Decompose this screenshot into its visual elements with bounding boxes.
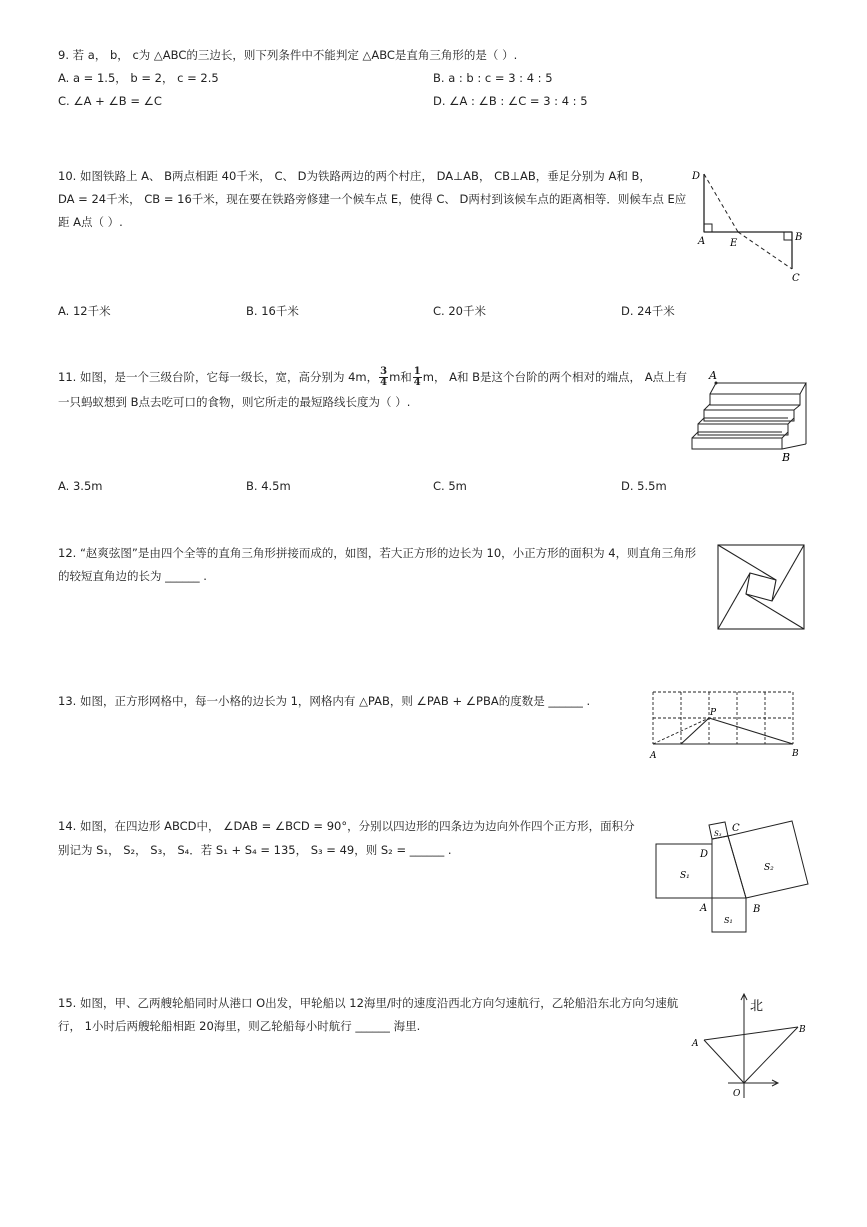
q13-label-a: A xyxy=(650,751,657,761)
q11-frac2-den: 4 xyxy=(413,377,421,388)
q12-zhaoshuang-figure xyxy=(716,543,808,631)
q14-stem-line1: 14. 如图，在四边形 ABCD中， ∠DAB = ∠BCD = 90°，分别以四边形的四条边为边向外作四个正方形，面积分 xyxy=(58,819,635,833)
q14-label-b: B xyxy=(753,904,761,915)
q10-label-c: C xyxy=(792,273,800,284)
q11-stem-line1 xyxy=(58,366,687,388)
q10-stem-line3: 距 A点（ ）. xyxy=(58,215,123,229)
q11-stem-line2: 一只蚂蚁想到 B点去吃可口的食物，则它所走的最短路线长度为（ ）. xyxy=(58,395,411,409)
q9-stem: 9. 若 a， b， c为 △ABC的三边长，则下列条件中不能判定 △ABC是直角三角形的是（ ）. xyxy=(58,48,518,62)
q15-compass-figure xyxy=(688,990,810,1102)
q10-railway-figure xyxy=(688,166,810,288)
q9-option-b: B. a : b : c = 3 : 4 : 5 xyxy=(433,71,553,85)
q13-stem: 13. 如图，正方形网格中，每一小格的边长为 1，网格内有 △PAB，则 ∠PAB + ∠PBA的度数是 ______ . xyxy=(58,694,591,708)
q9-option-a: A. a = 1.5， b = 2， c = 2.5 xyxy=(58,71,219,85)
q14-squares-figure xyxy=(652,816,810,936)
q10-label-a: A xyxy=(698,236,706,247)
q14-stem-line2: 别记为 S₁， S₂， S₃， S₄．若 S₁ + S₄ = 135， S₃ = 49，则 S₂ = ______ . xyxy=(58,843,452,857)
q11-stem-part-c: m， A和 B是这个台阶的两个相对的端点， A点上有 xyxy=(422,370,688,384)
q12-stem-line2: 的较短直角边的长为 ______ . xyxy=(58,569,207,583)
q12-stem-line1: 12. “赵爽弦图”是由四个全等的直角三角形拼接而成的，如图，若大正方形的边长为 10，小正方形的面积为 4，则直角三角形 xyxy=(58,546,697,560)
q10-stem-line2: DA = 24千米， CB = 16千米，现在要在铁路旁修建一个候车点 E，使得 C、 D两村到该候车点的距离相等．则候车点 E应 xyxy=(58,192,687,206)
q15-label-o: O xyxy=(733,1089,741,1099)
q10-option-d: D. 24千米 xyxy=(621,304,675,318)
q11-frac1-num: 3 xyxy=(380,366,388,377)
q10-stem-line1: 10. 如图铁路上 A、 B两点相距 40千米， C、 D为铁路两边的两个村庄， DA⊥AB， CB⊥AB，垂足分别为 A和 B， xyxy=(58,169,651,183)
q11-staircase-figure xyxy=(688,366,810,464)
q10-label-d: D xyxy=(692,171,701,182)
q11-frac1-den: 4 xyxy=(380,377,388,388)
q10-label-e: E xyxy=(730,238,738,249)
q11-option-b: B. 4.5m xyxy=(246,479,291,493)
q11-option-d: D. 5.5m xyxy=(621,479,667,493)
q10-option-c: C. 20千米 xyxy=(433,304,486,318)
q11-option-a: A. 3.5m xyxy=(58,479,103,493)
q15-label-a: A xyxy=(692,1039,699,1049)
q11-label-b: B xyxy=(782,451,791,464)
q10-option-a: A. 12千米 xyxy=(58,304,111,318)
q14-label-s2: S₂ xyxy=(764,863,774,873)
q14-label-s3: S₃ xyxy=(714,830,722,838)
q9-option-c: C. ∠A + ∠B = ∠C xyxy=(58,94,162,108)
q11-stem-part-a: 11. 如图，是一个三级台阶，它每一级长，宽，高分别为 4m， xyxy=(58,370,379,384)
q9-option-d: D. ∠A : ∠B : ∠C = 3 : 4 : 5 xyxy=(433,94,588,108)
q10-label-b: B xyxy=(795,232,803,243)
q14-label-s1: S₁ xyxy=(680,871,690,881)
q11-option-c: C. 5m xyxy=(433,479,467,493)
q11-label-a: A xyxy=(709,369,717,382)
q14-label-c: C xyxy=(732,823,740,834)
q13-label-b: B xyxy=(792,749,799,759)
q14-label-s4: S₁ xyxy=(724,916,733,925)
q11-frac2-num: 1 xyxy=(413,366,421,377)
q14-label-d: D xyxy=(700,849,709,860)
q15-north-label: 北 xyxy=(750,999,764,1014)
q11-stem-part-b: m和 xyxy=(389,370,412,384)
q11-fraction-1-4 xyxy=(413,367,422,388)
q10-option-b: B. 16千米 xyxy=(246,304,299,318)
q15-stem-line1: 15. 如图，甲、乙两艘轮船同时从港口 O出发，甲轮船以 12海里/时的速度沿西北方向匀速航行，乙轮船沿东北方向匀速航 xyxy=(58,996,679,1010)
q15-stem-line2: 行， 1小时后两艘轮船相距 20海里，则乙轮船每小时航行 ______ 海里. xyxy=(58,1019,421,1033)
q14-label-a: A xyxy=(700,903,708,914)
q15-label-b: B xyxy=(799,1025,806,1035)
q11-fraction-3-4 xyxy=(379,367,388,388)
q13-grid-figure xyxy=(648,688,806,762)
q13-label-p: P xyxy=(710,708,717,718)
